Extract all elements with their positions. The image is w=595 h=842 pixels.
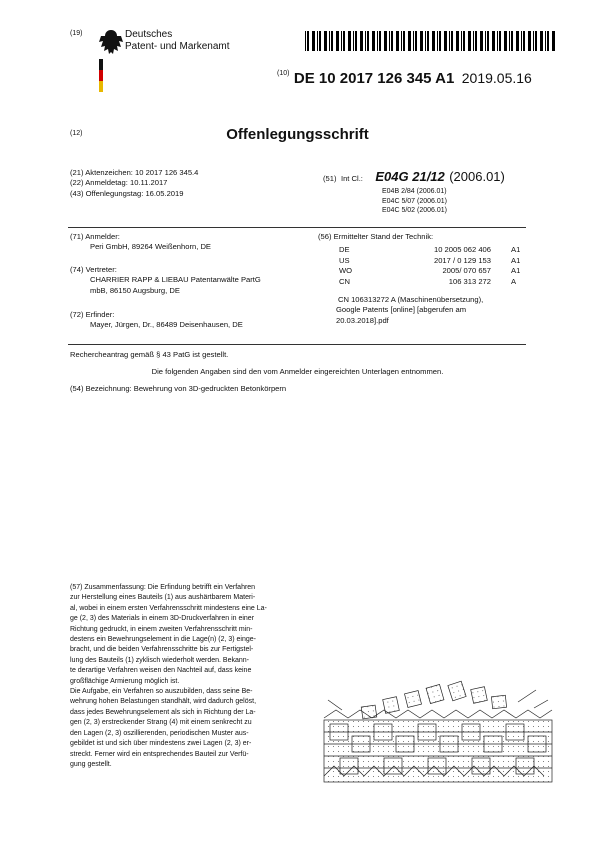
barcode-bar bbox=[516, 31, 519, 51]
representative-block bbox=[70, 265, 261, 296]
office-name-line1: Deutsches bbox=[125, 29, 173, 40]
barcode-bar bbox=[463, 31, 465, 51]
barcode-bar bbox=[367, 31, 369, 51]
publication-line bbox=[277, 70, 532, 88]
barcode-bar bbox=[324, 31, 327, 51]
barcode-bar bbox=[348, 31, 351, 51]
barcode-bar bbox=[511, 31, 513, 51]
inid-code-71: (71) bbox=[70, 232, 84, 241]
barcode-bar bbox=[307, 31, 309, 51]
barcode-bar bbox=[535, 31, 537, 51]
barcode-bar bbox=[305, 31, 306, 51]
barcode-bar bbox=[444, 31, 447, 51]
barcode-bar bbox=[545, 31, 546, 51]
inid-code-72: (72) bbox=[70, 310, 84, 319]
barcode-bar bbox=[533, 31, 534, 51]
prior-art-note: CN 106313272 A (Maschinenübersetzung), Google Patents [online] [abgerufen am 20.03.2018].pdf bbox=[336, 295, 484, 325]
barcode-bar bbox=[415, 31, 417, 51]
ipc-secondary-class: E04C 5/02 (2006.01) bbox=[382, 207, 447, 215]
barcode-bar bbox=[475, 31, 477, 51]
inid-code-54: (54) bbox=[70, 384, 84, 393]
representative-line: mbB, 86150 Augsburg, DE bbox=[90, 285, 180, 295]
barcode-bar bbox=[552, 31, 555, 51]
barcode-bar bbox=[547, 31, 549, 51]
inid-code-56: (56) bbox=[318, 232, 332, 241]
document-type: Offenlegungsschrift bbox=[226, 126, 369, 143]
invention-title: Bezeichnung: Bewehrung von 3D-gedruckten Betonkörpern bbox=[85, 384, 287, 393]
inid-code-10: (10) bbox=[277, 70, 290, 77]
barcode bbox=[305, 31, 557, 51]
representative-line: CHARRIER RAPP & LIEBAU Patentanwälte PartG bbox=[90, 275, 261, 285]
meta-row-filing-date: (22) Anmeldetag: 10.11.2017 bbox=[70, 178, 168, 188]
barcode-bar bbox=[372, 31, 375, 51]
prior-art-block bbox=[318, 232, 520, 326]
barcode-bar bbox=[353, 31, 354, 51]
publication-number: DE 10 2017 126 345 A1 bbox=[293, 70, 455, 87]
barcode-bar bbox=[365, 31, 366, 51]
ipc-code: (51) bbox=[323, 174, 337, 183]
divider bbox=[68, 227, 526, 228]
ipc-secondary-class: E04B 2/84 (2006.01) bbox=[382, 188, 447, 195]
inventor-block bbox=[70, 310, 243, 331]
filing-meta bbox=[70, 168, 198, 199]
representative-label: Vertreter: bbox=[85, 265, 117, 274]
barcode-bar bbox=[379, 31, 381, 51]
federal-eagle-logo bbox=[98, 27, 124, 93]
barcode-bar bbox=[425, 31, 426, 51]
barcode-bar bbox=[341, 31, 342, 51]
barcode-bar bbox=[461, 31, 462, 51]
barcode-bar bbox=[413, 31, 414, 51]
barcode-bar bbox=[523, 31, 525, 51]
publication-date: 2019.05.16 bbox=[461, 70, 532, 86]
barcode-bar bbox=[437, 31, 438, 51]
barcode-bar bbox=[319, 31, 321, 51]
applicant-name: Peri GmbH, 89264 Weißenhorn, DE bbox=[90, 242, 211, 252]
divider bbox=[68, 344, 526, 345]
barcode-bar bbox=[384, 31, 387, 51]
barcode-bar bbox=[504, 31, 507, 51]
barcode-bar bbox=[317, 31, 318, 51]
barcode-bar bbox=[377, 31, 378, 51]
applicant-block bbox=[70, 232, 211, 253]
ipc-secondary-class: E04C 5/07 (2006.01) bbox=[382, 197, 447, 205]
barcode-bar bbox=[329, 31, 330, 51]
office-name bbox=[125, 29, 230, 53]
barcode-bar bbox=[420, 31, 423, 51]
ipc-classification bbox=[323, 168, 505, 216]
barcode-bar bbox=[497, 31, 498, 51]
barcode-bar bbox=[403, 31, 405, 51]
ipc-main-class: E04G 21/12 bbox=[375, 169, 445, 184]
barcode-bar bbox=[521, 31, 522, 51]
ipc-label: Int Cl.: bbox=[340, 174, 363, 183]
inventor-name: Mayer, Jürgen, Dr., 86489 Deisenhausen, DE bbox=[90, 320, 243, 330]
inid-code-74: (74) bbox=[70, 265, 84, 274]
barcode-bar bbox=[456, 31, 459, 51]
office-name-line2: Patent- und Markenamt bbox=[125, 41, 230, 52]
prior-art-label: Ermittelter Stand der Technik: bbox=[333, 232, 434, 241]
barcode-bar bbox=[343, 31, 345, 51]
prior-art-table bbox=[318, 245, 520, 287]
barcode-bar bbox=[485, 31, 486, 51]
research-note: Rechercheantrag gemäß § 43 PatG ist gestellt. bbox=[70, 350, 229, 359]
barcode-bar bbox=[487, 31, 489, 51]
inid-code-12: (12) bbox=[70, 130, 83, 137]
inventor-label: Erfinder: bbox=[85, 310, 115, 319]
barcode-bar bbox=[391, 31, 393, 51]
prior-art-row: CN 106 313 272 A bbox=[339, 276, 517, 286]
barcode-bar bbox=[401, 31, 402, 51]
barcode-bar bbox=[360, 31, 363, 51]
prior-art-row: DE 10 2005 062 406 A1 bbox=[339, 245, 521, 255]
meta-row-publication-date: (43) Offenlegungstag: 16.05.2019 bbox=[70, 188, 184, 198]
barcode-bar bbox=[492, 31, 495, 51]
barcode-bar bbox=[468, 31, 471, 51]
barcode-bar bbox=[408, 31, 411, 51]
barcode-bar bbox=[499, 31, 501, 51]
barcode-bar bbox=[473, 31, 474, 51]
barcode-bar bbox=[509, 31, 510, 51]
barcode-bar bbox=[331, 31, 333, 51]
barcode-bar bbox=[528, 31, 531, 51]
barcode-bar bbox=[427, 31, 429, 51]
barcode-bar bbox=[432, 31, 435, 51]
barcode-bar bbox=[312, 31, 315, 51]
barcode-bar bbox=[389, 31, 390, 51]
prior-art-row: US 2017 / 0 129 153 A1 bbox=[339, 255, 521, 265]
barcode-bar bbox=[336, 31, 339, 51]
barcode-bar bbox=[540, 31, 543, 51]
abstract: (57) Zusammenfassung: Die Erfindung betrifft ein Verfahren zur Herstellung eines Bauteils (1) aus aushärtbarem Materi- al, wobei in einem ersten Verfahrensschritt mindestens eine La- ge (2, 3) des Materials in einem 3D-Druckverfahren in einer Richtung gedruckt, in einem zweiten Verfahrensschritt min- destens ein Bewehrungselement in die Lage(n) (2, 3) einge- bracht, und die beiden Verfahrensschritte bis zur Fertigstel- lung des Bauteils (1) zyklisch wiederholt werden. Bekann- te derartige Verfahren weisen den Nachteil auf, dass keine großflächige Armierung möglich ist. Die Aufgabe, ein Verfahren so auszubilden, dass seine Be- wehrung hohen Belastungen standhält, wird dadurch gelöst, dass jedes Bewehrungselement als sich in Richtung der La- gen (2, 3) erstreckender Strang (4) mit einem senkrecht zu den Lagen (2, 3) oszillierenden, periodischen Muster aus- gebildet ist und sich über mindestens zwei Lagen (2, 3) er- streckt. Ferner wird ein entsprechendes Bauteil zur Verfü- gung gestellt. bbox=[70, 584, 267, 768]
barcode-bar bbox=[355, 31, 357, 51]
barcode-bar bbox=[480, 31, 483, 51]
ipc-main-version: (2006.01) bbox=[449, 169, 505, 184]
inid-code-19: (19) bbox=[70, 30, 83, 37]
disclaimer-note: Die folgenden Angaben sind den vom Anmelder eingereichten Unterlagen entnommen. bbox=[151, 367, 444, 376]
prior-art-row: WO 2005/ 070 657 A1 bbox=[339, 266, 521, 276]
barcode-bar bbox=[439, 31, 441, 51]
barcode-bar bbox=[451, 31, 453, 51]
barcode-bar bbox=[396, 31, 399, 51]
title-line bbox=[70, 384, 286, 394]
barcode-bar bbox=[449, 31, 450, 51]
applicant-label: Anmelder: bbox=[85, 232, 120, 241]
patent-figure bbox=[322, 680, 557, 785]
meta-row-application: (21) Aktenzeichen: 10 2017 126 345.4 bbox=[70, 168, 199, 177]
